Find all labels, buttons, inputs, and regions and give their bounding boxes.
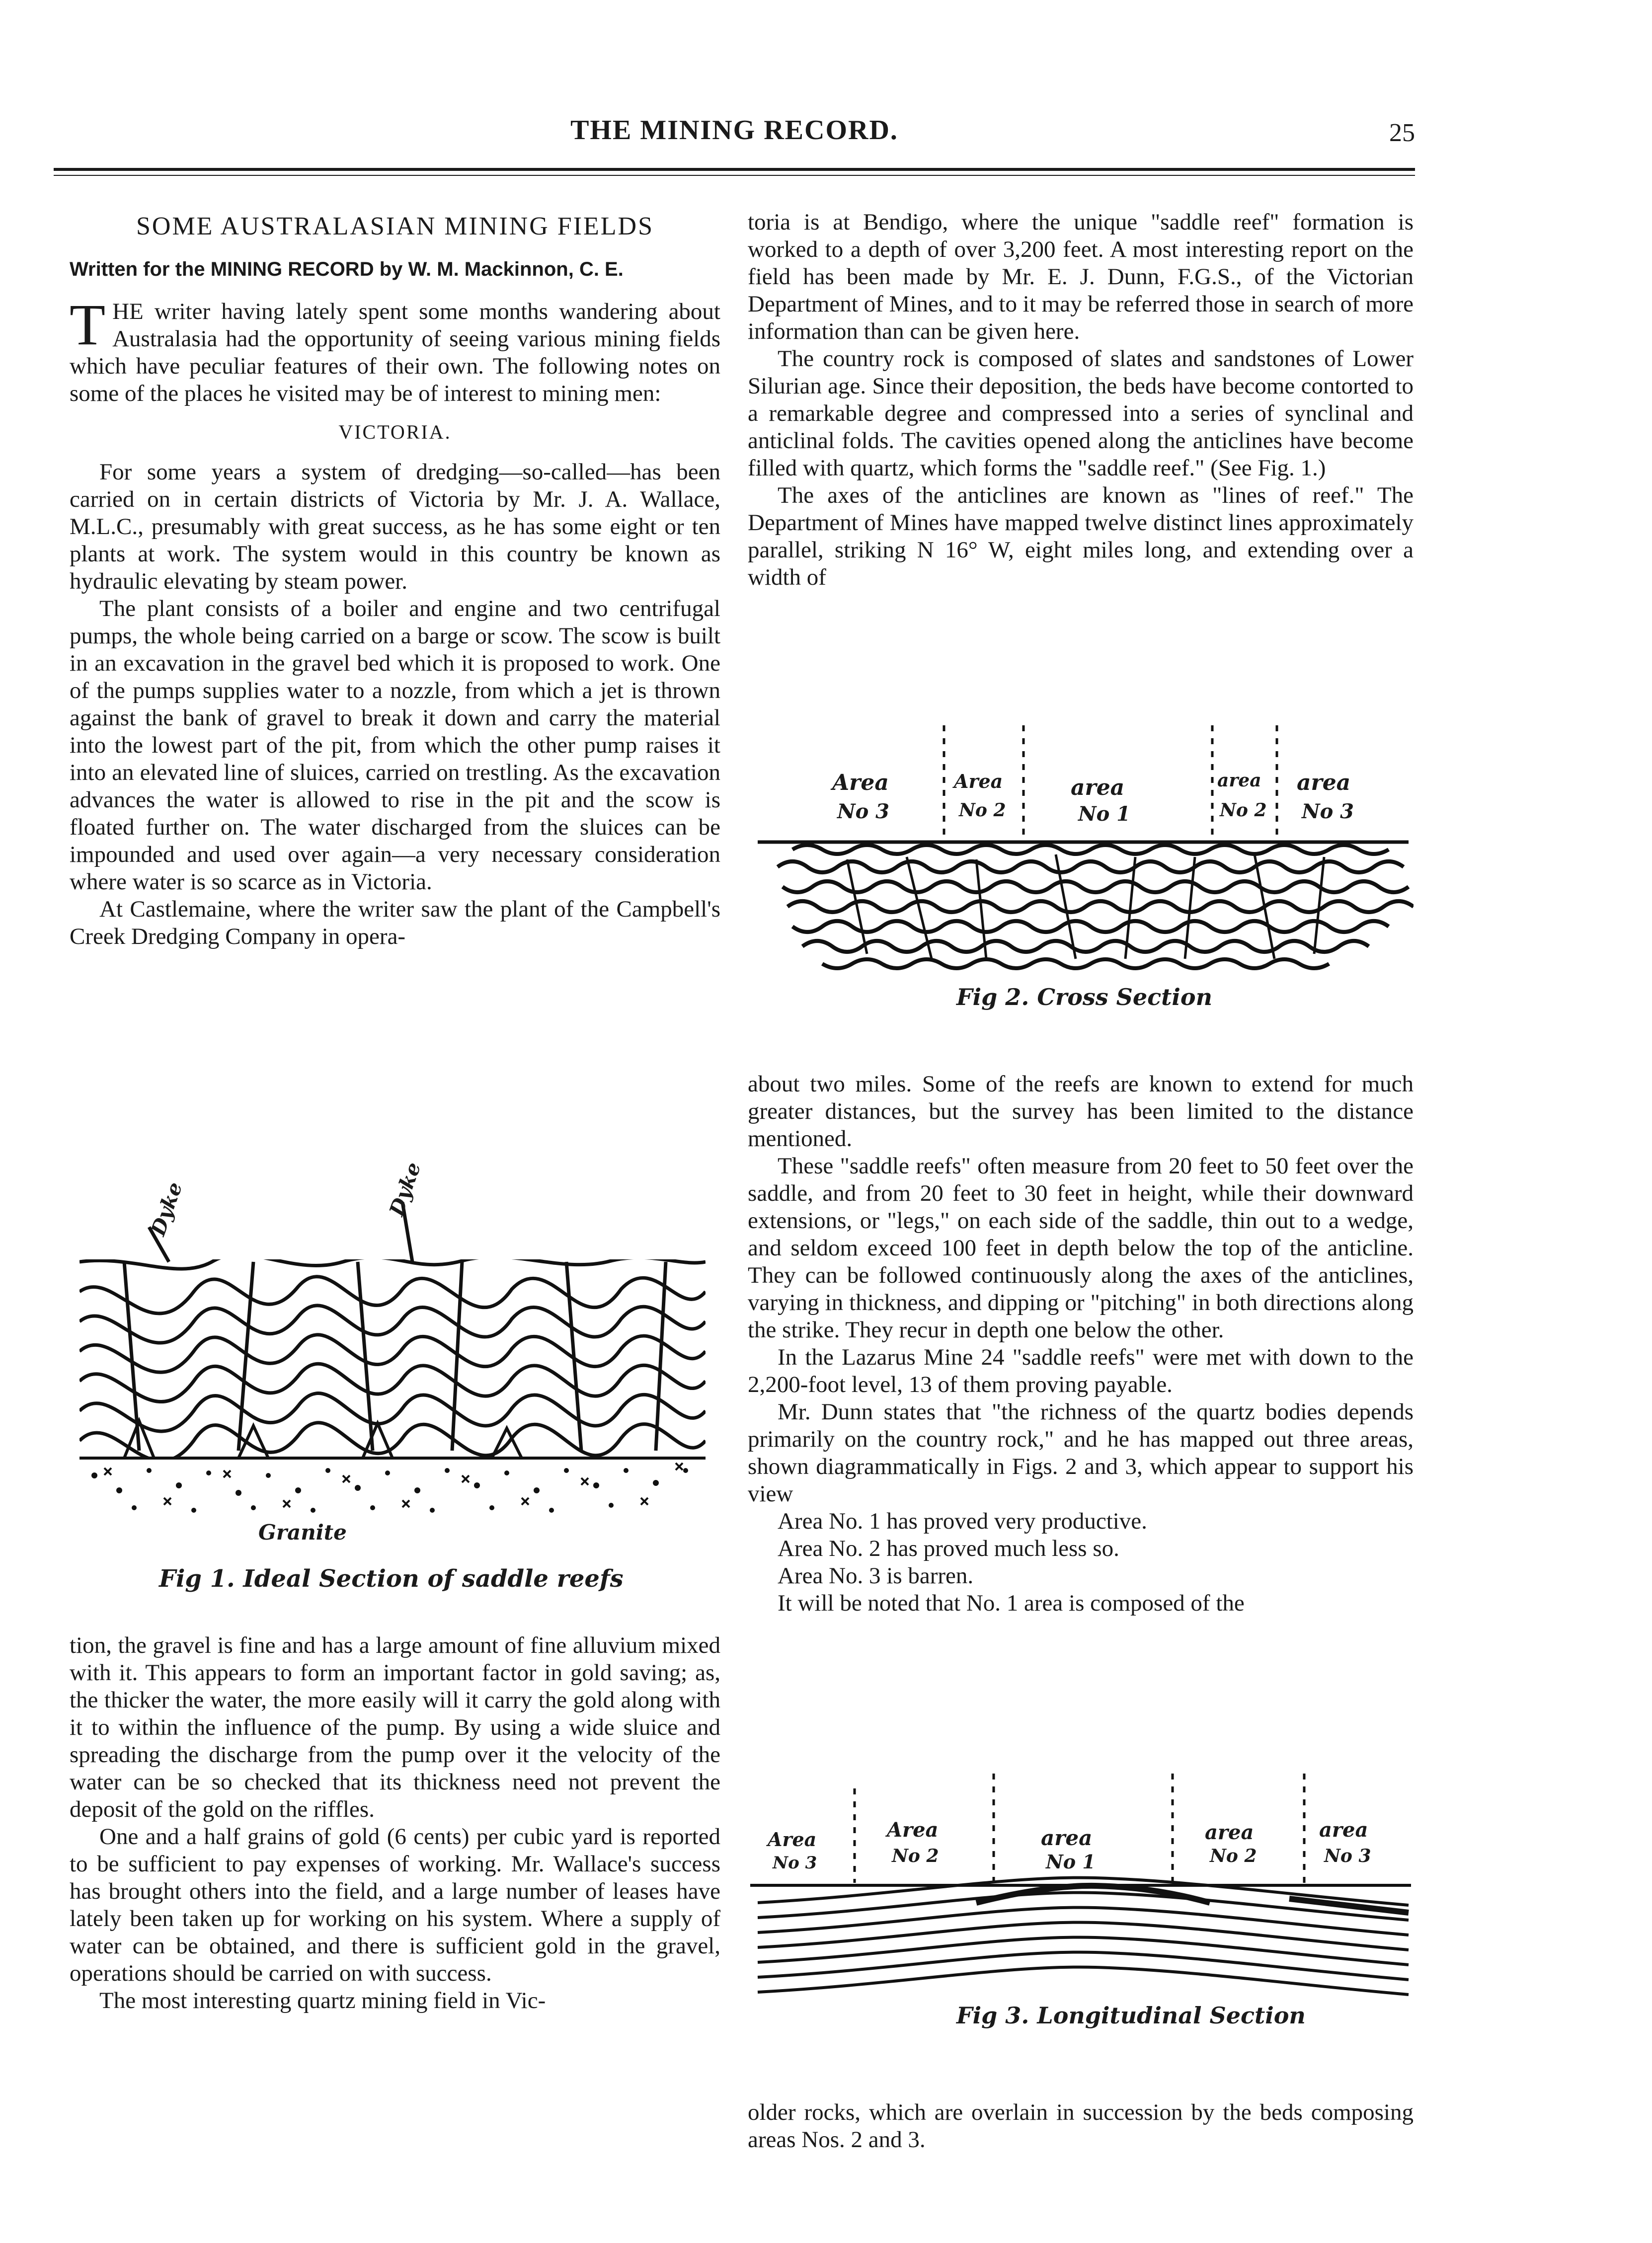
page-number: 25 [1389, 119, 1415, 147]
right-column-end [748, 2099, 1414, 2154]
paragraph: The axes of the anticlines are known as "lines of reef." The Department of Mines have mapped twelve distinct lines approximately parallel, striking N 16° W, eight miles long, and extending over a width of [748, 482, 1414, 590]
page-header [54, 114, 1415, 164]
byline: Written for the MINING RECORD by W. M. Mackinnon, C. E. [70, 258, 624, 280]
area-label: No 2 [892, 1846, 939, 1866]
right-column [748, 209, 1414, 591]
drop-cap: T [70, 292, 106, 357]
area-label: area [1319, 1818, 1368, 1842]
intro-paragraph [70, 292, 720, 407]
paragraph: about two miles. Some of the reefs are known to extend for much greater distances, but the survey has been limited to the distance mentioned. [748, 1071, 1414, 1152]
intro-text: HE writer having lately spent some months wandering about Australasia had the opportunity of seeing various mining fields which have peculiar features of their own. The following notes on some of the places he visited may be of interest to mining men: [70, 299, 720, 406]
area-label: Area [954, 770, 1003, 792]
area-label: area [1297, 770, 1351, 795]
paragraph: tion, the gravel is fine and has a large amount of fine alluvium mixed with it. This appears to form an important factor in gold saving; as, the thicker the water, the more easily will it carry the gold along with it to within the influence of the pump. By using a wide sluice and spreading the discharge from the pump over it the velocity of the water can be so checked that its thickness need not prevent the deposit of the gold on the riffles. [70, 1632, 720, 1822]
paragraph: At Castlemaine, where the writer saw the plant of the Campbell's Creek Dredging Company in opera- [70, 896, 720, 949]
header-rule [54, 168, 1415, 171]
header-rule-thin [54, 175, 1415, 176]
left-column-continued [70, 1632, 720, 2014]
area-label: No 3 [1302, 800, 1354, 823]
article-title: SOME AUSTRALASIAN MINING FIELDS [136, 212, 654, 240]
paragraph: toria is at Bendigo, where the unique "saddle reef" formation is worked to a depth of over 3,200 feet. A most interesting report on the field has been made by Mr. E. J. Dunn, F.G.S., of the Victorian Department of Mines, and to it may be referred those in search of more information than can be given here. [748, 209, 1414, 344]
figure-2 [748, 720, 1414, 1028]
area-label: No 3 [773, 1853, 817, 1873]
paragraph: For some years a system of dredging—so-called—has been carried on in certain districts of Victoria by Mr. J. A. Wallace, M.L.C., presumably with great success, as he has some eight or ten plants at work. The system would in this country be known as hydraulic elevating by steam power. [70, 459, 720, 594]
figure-1 [65, 1159, 725, 1620]
area-label: Area [768, 1828, 817, 1851]
area-list-item: Area No. 3 is barren. [778, 1563, 974, 1589]
figure-3 [748, 1769, 1414, 2047]
granite-label: Granite [258, 1520, 347, 1545]
area-label: No 2 [959, 800, 1006, 821]
area-label: area [1217, 770, 1261, 791]
area-label: No 3 [837, 800, 889, 823]
paragraph: older rocks, which are overlain in succession by the beds composing areas Nos. 2 and 3. [748, 2099, 1414, 2153]
area-label: Area [832, 770, 889, 795]
paragraph: It will be noted that No. 1 area is composed of the [778, 1590, 1245, 1616]
area-label: No 3 [1324, 1846, 1371, 1866]
figure-3-caption: Fig 3. Longitudinal Section [956, 2002, 1306, 2029]
paragraph: Mr. Dunn states that "the richness of the quartz bodies depends primarily on the country rock," and he has mapped out three areas, shown diagrammatically in Figs. 2 and 3, which appear to support his view [748, 1399, 1414, 1507]
paragraph: The plant consists of a boiler and engine and two centrifugal pumps, the whole being carried on a barge or scow. The scow is built in an excavation in the gravel bed which it is proposed to work. One of the pumps supplies water to a nozzle, from which a jet is thrown against the bank of gravel to break it down and carry the material into the lowest part of the pit, from which the other pump raises it into an elevated line of sluices, carried on trestling. As the excavation advances the water is allowed to rise in the pit and the scow is floated further on. The water discharged from the sluices can be impounded and used over again—a very necessary consideration where water is so scarce as in Victoria. [70, 596, 720, 895]
figure-1-caption: Fig 1. Ideal Section of saddle reefs [159, 1565, 624, 1593]
area-label: area [1041, 1826, 1093, 1850]
paragraph: The most interesting quartz mining field in Vic- [99, 1988, 546, 2013]
area-label: No 1 [1046, 1851, 1096, 1873]
paragraph: The country rock is composed of slates and sandstones of Lower Silurian age. Since their deposition, the beds have become contorted to a remarkable degree and compressed into a series of synclinal and anticlinal folds. The cavities opened along the anticlines have become filled with quartz, which forms the "saddle reef." (See Fig. 1.) [748, 346, 1414, 481]
area-list-item: Area No. 2 has proved much less so. [778, 1536, 1119, 1561]
area-label: No 1 [1078, 802, 1130, 826]
paragraph: One and a half grains of gold (6 cents) per cubic yard is reported to be sufficient to pay expenses of working. Mr. Wallace's success has brought others into the field, and a large number of leases have lately been taken up for working on his system. Where a supply of water can be obtained, and there is sufficient gold in the gravel, operations should be carried on with success. [70, 1824, 720, 1986]
dyke-label: Dyke [146, 1179, 187, 1239]
area-label: No 2 [1210, 1846, 1257, 1866]
left-column [70, 209, 720, 950]
figure-2-caption: Fig 2. Cross Section [956, 984, 1213, 1010]
figure-2-drawing [748, 720, 1414, 1028]
area-label: Area [887, 1818, 939, 1842]
area-label: No 2 [1220, 800, 1267, 821]
paragraph: These "saddle reefs" often measure from 20 feet to 50 feet over the saddle, and from 20 feet to 30 feet in height, while their downward extensions, or "legs," on each side of the saddle, thin out to a wedge, and seldom exceed 100 feet in depth below the top of the anticline. They can be followed continuously along the axes of the anticlines, varying in thickness, and dipping or "pitching" in both directions along the strike. They recur in depth one below the other. [748, 1153, 1414, 1343]
dyke-label: Dyke [385, 1159, 426, 1219]
right-column-continued [748, 1071, 1414, 1617]
area-label: area [1205, 1821, 1254, 1844]
area-list-item: Area No. 1 has proved very productive. [778, 1508, 1147, 1534]
area-label: area [1071, 775, 1125, 800]
paragraph: In the Lazarus Mine 24 "saddle reefs" were met with down to the 2,200-foot level, 13 of them proving payable. [748, 1344, 1414, 1397]
figure-1-drawing [65, 1172, 725, 1620]
section-heading-victoria: VICTORIA. [338, 421, 452, 443]
running-title: THE MINING RECORD. [570, 115, 898, 146]
